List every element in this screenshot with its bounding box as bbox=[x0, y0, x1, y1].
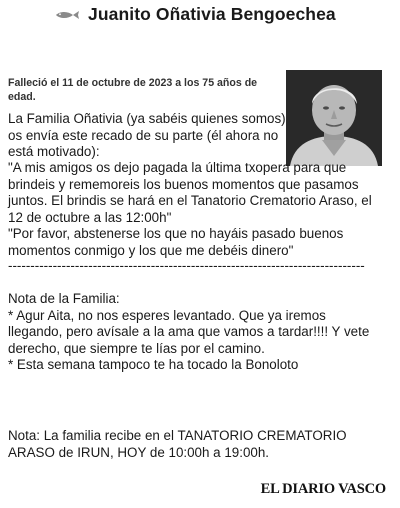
final-note: Nota: La familia recibe en el TANATORIO CREMATORIO ARASO de IRUN, HOY de 10:00h a 19:00h. bbox=[8, 428, 347, 460]
intro-paragraph: La Familia Oñativia (ya sabéis quienes somos) os envía este recado de su parte (él ahora no está motivado): bbox=[8, 111, 286, 160]
quote-2: "Por favor, abstenerse los que no hayáis pasado buenos momentos conmigo y los que me debéis dinero" bbox=[8, 226, 344, 258]
family-note-heading: Nota de la Familia: bbox=[8, 291, 120, 306]
message-quotes bbox=[8, 160, 380, 260]
deceased-name: Juanito Oñativia Bengoechea bbox=[88, 4, 336, 24]
death-notice: Falleció el 11 de octubre de 2023 a los 75 años de edad. bbox=[8, 77, 258, 103]
family-note bbox=[8, 291, 380, 374]
fish-icon bbox=[54, 10, 80, 20]
obituary-header bbox=[0, 0, 400, 36]
family-note-item-1: * Agur Aita, no nos esperes levantado. Que ya iremos llegando, pero avísale a la ama que vamos a tardar!!!! Y vete derecho, que siempre te lías por el camino. bbox=[8, 307, 370, 356]
family-note-item-2: * Esta semana tampoco te ha tocado la Bonoloto bbox=[8, 357, 299, 373]
quote-1: "A mis amigos os dejo pagada la última txopera para que brindeis y rememoreis los buenos momentos que pasamos juntos. El brindis se hará en el Tanatorio Crematorio Araso, el 12 de octubre a las 12:00h" bbox=[8, 160, 372, 225]
separator-line: -------------------------------------------------------------------------------- bbox=[8, 258, 365, 273]
publisher-logo: EL DIARIO VASCO bbox=[260, 481, 386, 497]
portrait-photo bbox=[286, 70, 382, 166]
